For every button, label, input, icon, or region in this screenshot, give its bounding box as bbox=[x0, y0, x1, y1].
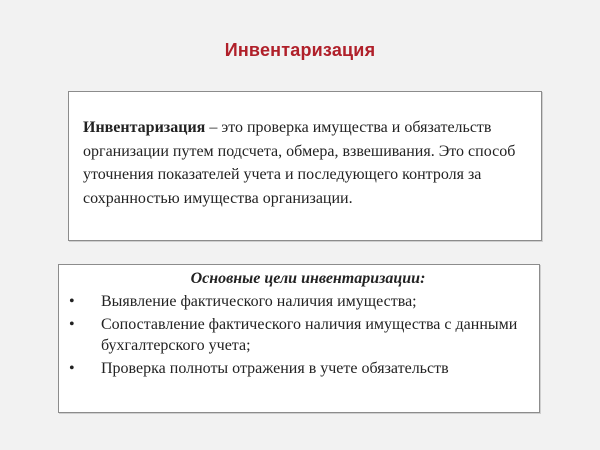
goals-list bbox=[67, 291, 529, 379]
goal-text: Выявление фактического наличия имущества; bbox=[101, 293, 417, 310]
slide-title: Инвентаризация bbox=[224, 40, 376, 60]
goal-item bbox=[67, 314, 529, 356]
goals-heading: Основные цели инвентаризации: bbox=[190, 270, 426, 287]
bullet-icon: • bbox=[69, 316, 75, 333]
definition-text bbox=[83, 116, 531, 210]
definition-box bbox=[68, 91, 542, 241]
definition-term: Инвентаризация bbox=[83, 119, 206, 136]
bullet-icon: • bbox=[69, 293, 75, 310]
definition-body: это проверка имущества и обязательств организации путем подсчета, обмера, взвешивания. Это способ уточнения показателей учета и последующего контроля за сохранностью имущества организации. bbox=[83, 119, 516, 207]
definition-dash: – bbox=[205, 119, 222, 136]
goals-box bbox=[58, 264, 540, 413]
goal-item bbox=[67, 291, 529, 312]
bullet-icon: • bbox=[69, 360, 75, 377]
goal-text: Проверка полноты отражения в учете обязательств bbox=[101, 360, 449, 377]
goal-item bbox=[67, 358, 529, 379]
goal-text: Сопоставление фактического наличия имущества с данными бухгалтерского учета; bbox=[101, 316, 518, 354]
